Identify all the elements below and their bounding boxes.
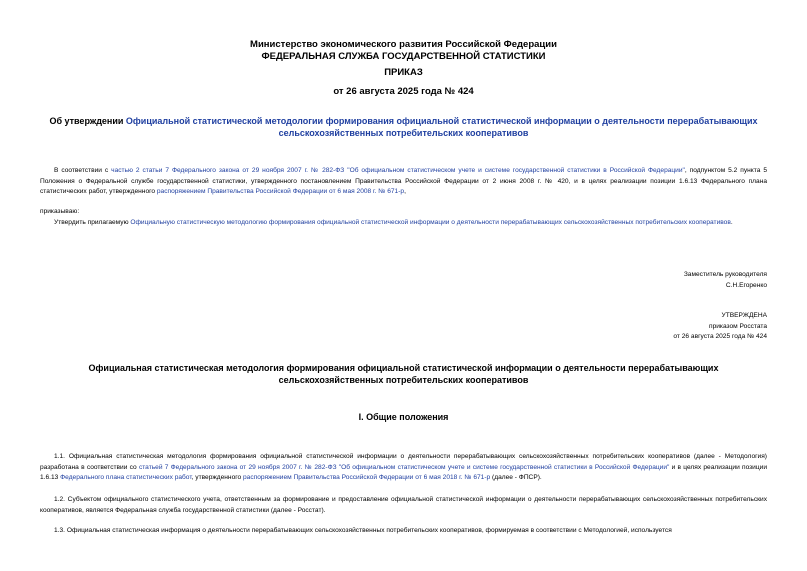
preamble-text-3: , [404,188,406,195]
preamble-text-2: , подпунктом 5.2 пункта 5 Положения о Федеральной службе государственной статистики, утвержденного постановлением Правительства Российской Федерации от 2 июня 2008 г. № 420, и в целях реализации позиции 1.6.13 Федерального плана статистических работ, утвержденного [40,167,767,195]
p1-text-1: 1.1. Официальная статистическая методология формирования официальной статистической информации о деятельности перерабатывающих сельскохозяйственных потребительских кооперативов (далее - Методология) разработана в соответствии со [40,453,767,471]
section-paragraph-1-3: 1.3. Официальная статистическая информация о деятельности перерабатывающих сельскохозяйственных потребительских кооперативов, формируемая в соответствии с Методологией, используется [54,527,672,534]
approval-line-3: от 26 августа 2025 года № 424 [673,333,767,340]
order-text-1: Утвердить прилагаемую [54,219,131,226]
document-header [40,39,767,63]
methodology-title: Официальная статистическая методология формирования официальной статистической информации о деятельности перерабатывающих сельскохозяйственных потребительских кооперативов [88,363,719,385]
order-paragraph [40,218,767,229]
approval-line-1: УТВЕРЖДЕНА [721,312,767,319]
preamble-law-link[interactable]: частью 2 статьи 7 Федерального закона от 29 ноября 2007 г. № 282-ФЗ "Об официальном статистическом учете и системе государственной статистики в Российской Федерации" [111,167,685,174]
doc-date: от 26 августа 2025 года № 424 [333,86,474,97]
preamble-paragraph [40,166,767,198]
doc-type: ПРИКАЗ [384,67,423,78]
approval-line-2: приказом Росстата [709,322,767,330]
signature-block [500,270,767,291]
section-heading: I. Общие положения [358,412,449,422]
section-paragraph-1-2: 1.2. Субъектом официального статистического учета, ответственным за формирование и предоставление официальной статистической информации о деятельности перерабатывающих сельскохозяйственных потребительских кооперативов, является Федеральная служба государственной статистики (далее - Росстат). [40,496,767,514]
p1-text-2: и в целях реализации позиции 1.6.13 [40,463,768,481]
preamble-text-1: В соответствии с [54,167,112,174]
p1-law-link[interactable]: статьей 7 Федерального закона от 29 ноября 2007 г. № 282-ФЗ "Об официальном статистическом учете и системе государственной статистики в Российской Федерации" [138,463,670,471]
signature-position: Заместитель руководителя [683,271,767,278]
order-methodology-link[interactable]: Официальную статистическую методологию формирования официальной статистической информации о деятельности перерабатывающих сельскохозяйственных потребительских кооперативов [130,219,731,226]
signature-name: С.Н.Егоренко [725,281,767,289]
title-prefix: Об утверждении [49,116,126,126]
p1-text-4: (далее - ФПСР). [490,474,542,481]
p1-decree-link[interactable]: распоряжением Правительства Российской Федерации от 6 мая 2018 г. № 671-р [243,474,491,481]
prikazyvayu-label: приказываю: [40,208,80,215]
p1-plan-link[interactable]: Федерального плана статистических работ [60,474,192,481]
section-paragraph-1-1 [40,452,767,484]
order-title [40,115,767,139]
p1-text-3: , утвержденного [191,474,244,481]
preamble-decree-link[interactable]: распоряжением Правительства Российской Федерации от 6 мая 2008 г. № 671-р [156,188,405,195]
title-link[interactable]: Официальной статистической методологии формирования официальной статистической информации о деятельности перерабатывающих сельскохозяйственных потребительских кооперативов [125,116,758,138]
order-text-2: . [730,219,733,226]
service-name: ФЕДЕРАЛЬНАЯ СЛУЖБА ГОСУДАРСТВЕННОЙ СТАТИСТИКИ [261,51,546,62]
approval-block [500,311,767,343]
ministry-name: Министерство экономического развития Российской Федерации [250,39,557,50]
